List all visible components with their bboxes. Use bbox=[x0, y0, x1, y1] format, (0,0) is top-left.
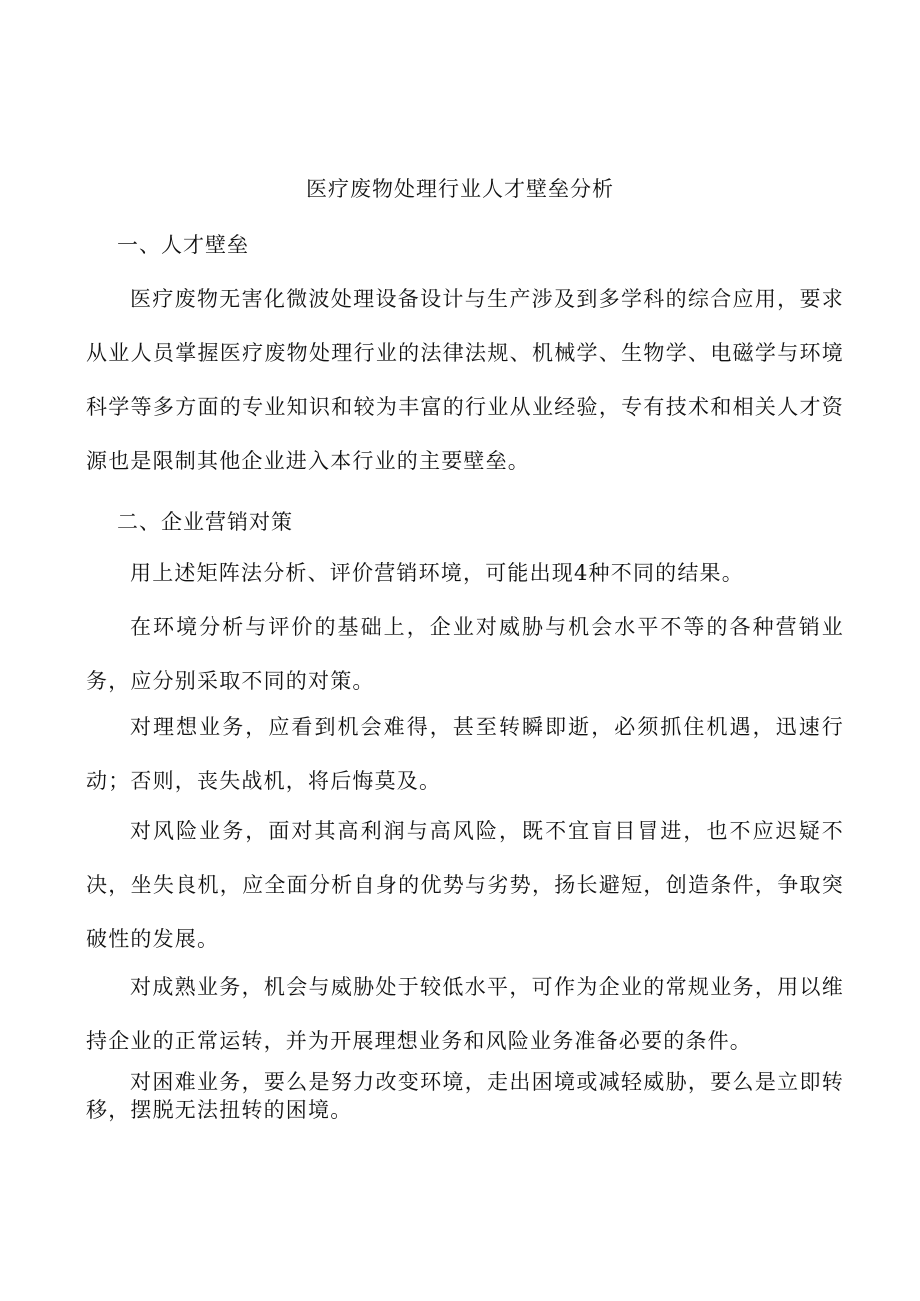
document-title: 医疗废物处理行业人才壁垒分析 bbox=[306, 177, 614, 201]
paragraph-mature-business: 对成熟业务，机会与威胁处于较低水平，可作为企业的常规业务，用以维持企业的正常运转，并为开展理想业务和风险业务准备必要的条件。 bbox=[86, 975, 844, 1053]
section-heading-marketing-strategy: 二、企业营销对策 bbox=[117, 510, 293, 534]
section-heading-talent-barrier: 一、人才壁垒 bbox=[117, 233, 249, 257]
paragraph-risk-business: 对风险业务，面对其高利润与高风险，既不宜盲目冒进，也不应迟疑不决，坐失良机，应全面分析自身的优势与劣势，扬长避短，创造条件，争取突破性的发展。 bbox=[86, 819, 844, 951]
paragraph-difficult-business: 对困难业务，要么是努力改变环境，走出困境或减轻威胁，要么是立即转移，摆脱无法扭转的困境。 bbox=[86, 1070, 844, 1122]
paragraph-ideal-business: 对理想业务，应看到机会难得，甚至转瞬即逝，必须抓住机遇，迅速行动；否则，丧失战机，将后悔莫及。 bbox=[86, 715, 844, 793]
paragraph-environment-analysis: 在环境分析与评价的基础上，企业对威胁与机会水平不等的各种营销业务，应分别采取不同的对策。 bbox=[86, 615, 844, 693]
paragraph-matrix-results: 用上述矩阵法分析、评价营销环境，可能出现4种不同的结果。 bbox=[130, 561, 744, 585]
paragraph-talent-barrier: 医疗废物无害化微波处理设备设计与生产涉及到多学科的综合应用，要求从业人员掌握医疗废物处理行业的法律法规、机械学、生物学、电磁学与环境科学等多方面的专业知识和较为丰富的行业从业经验，专有技术和相关人才资源也是限制其他企业进入本行业的主要壁垒。 bbox=[86, 287, 844, 473]
